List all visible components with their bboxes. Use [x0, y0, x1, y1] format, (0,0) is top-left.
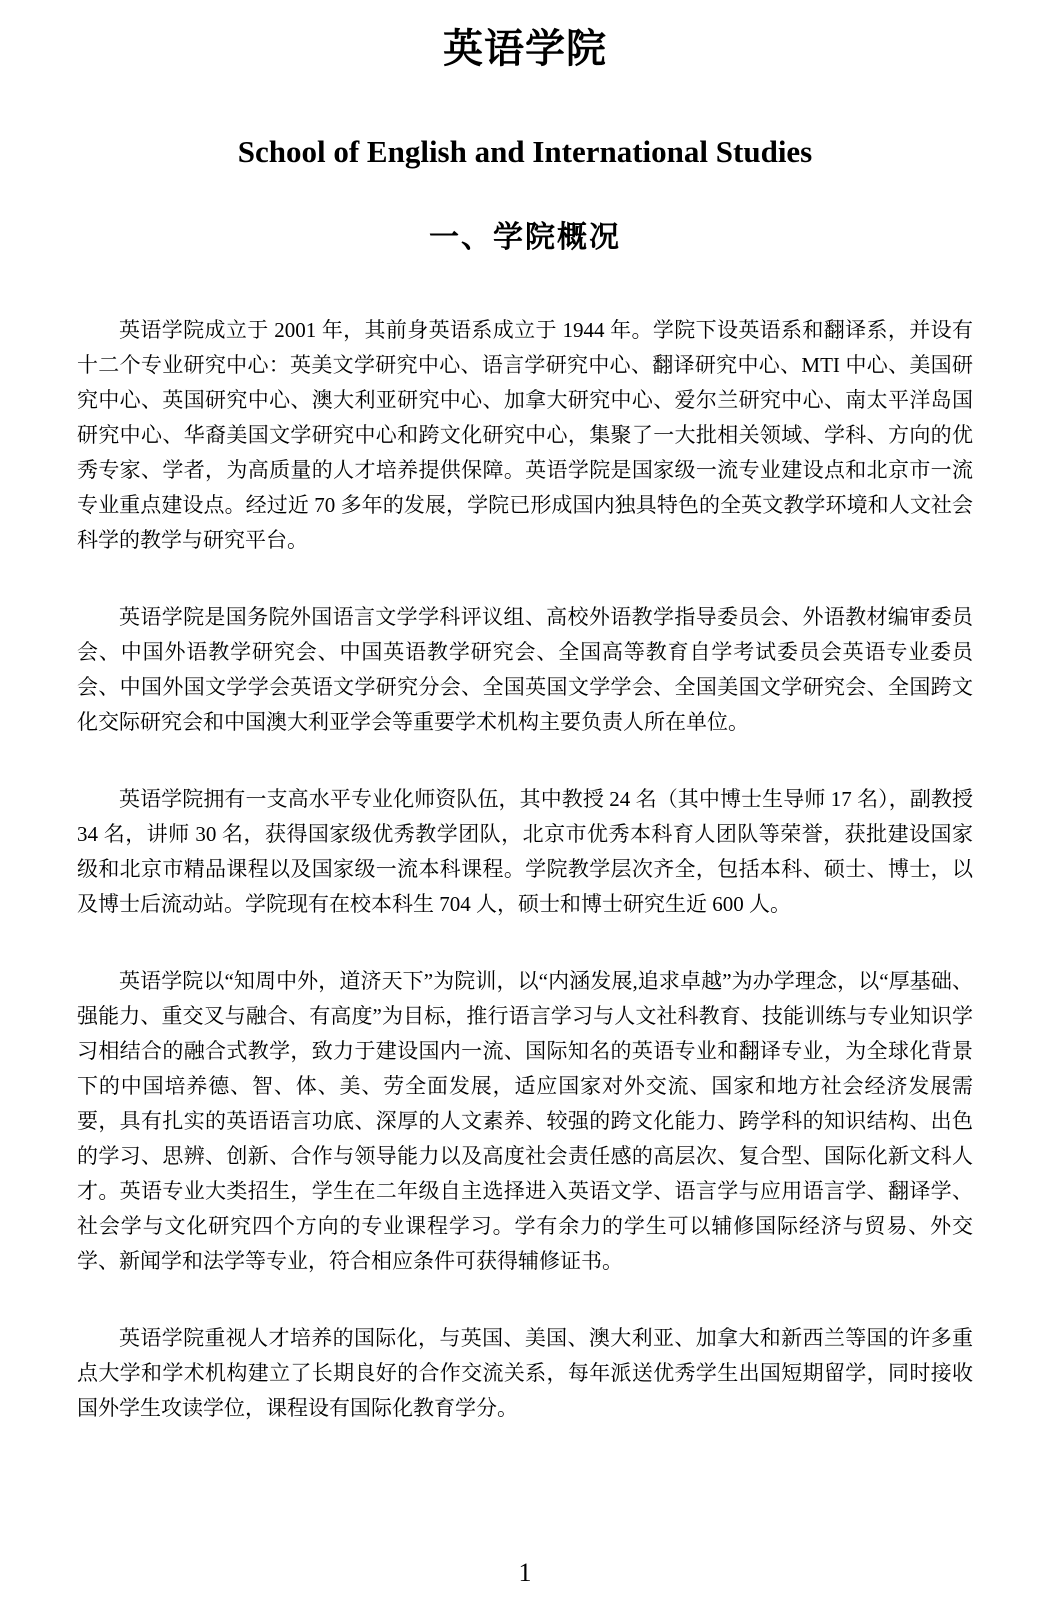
section-heading: 一、学院概况	[429, 221, 621, 254]
paragraph-overview: 英语学院成立于 2001 年，其前身英语系成立于 1944 年。学院下设英语系和翻译系，并设有十二个专业研究中心：英美文学研究中心、语言学研究中心、翻译研究中心、MTI 中心、美国研究中心、英国研究中心、澳大利亚研究中心、加拿大研究中心、爱尔兰研究中心、南太平洋岛国研究中心、华裔美国文学研究中心和跨文化研究中心，集聚了一大批相关领域、学科、方向的优秀专家、学者，为高质量的人才培养提供保障。英语学院是国家级一流专业建设点和北京市一流专业重点建设点。经过近 70 多年的发展，学院已形成国内独具特色的全英文教学环境和人文社会科学的教学与研究平台。	[77, 318, 973, 552]
document-title-english: School of English and International Studies	[237, 134, 813, 169]
document-body	[77, 313, 973, 1426]
paragraph-motto-and-training: 英语学院以“知周中外，道济天下”为院训，以“内涵发展,追求卓越”为办学理念，以“厚基础、强能力、重交叉与融合、有高度”为目标，推行语言学习与人文社科教育、技能训练与专业知识学习相结合的融合式教学，致力于建设国内一流、国际知名的英语专业和翻译专业，为全球化背景下的中国培养德、智、体、美、劳全面发展，适应国家对外交流、国家和地方社会经济发展需要，具有扎实的英语语言功底、深厚的人文素养、较强的跨文化能力、跨学科的知识结构、出色的学习、思辨、创新、合作与领导能力以及高度社会责任感的高层次、复合型、国际化新文科人才。英语专业大类招生，学生在二年级自主选择进入英语文学、语言学与应用语言学、翻译学、社会学与文化研究四个方向的专业课程学习。学有余力的学生可以辅修国际经济与贸易、外交学、新闻学和法学等专业，符合相应条件可获得辅修证书。	[77, 969, 973, 1273]
paragraph-faculty: 英语学院拥有一支高水平专业化师资队伍，其中教授 24 名（其中博士生导师 17 名），副教授 34 名，讲师 30 名，获得国家级优秀教学团队，北京市优秀本科育人团队等荣誉，获批建设国家级和北京市精品课程以及国家级一流本科课程。学院教学层次齐全，包括本科、硕士、博士，以及博士后流动站。学院现有在校本科生 704 人，硕士和博士研究生近 600 人。	[77, 787, 973, 916]
document-title-chinese: 英语学院	[443, 27, 607, 71]
page-number: 1	[518, 1558, 532, 1587]
paragraph-academic-organizations: 英语学院是国务院外国语言文学学科评议组、高校外语教学指导委员会、外语教材编审委员会、中国外语教学研究会、中国英语教学研究会、全国高等教育自学考试委员会英语专业委员会、中国外国文学学会英语文学研究分会、全国英国文学学会、全国美国文学研究会、全国跨文化交际研究会和中国澳大利亚学会等重要学术机构主要负责人所在单位。	[77, 605, 973, 734]
paragraph-internationalization: 英语学院重视人才培养的国际化，与英国、美国、澳大利亚、加拿大和新西兰等国的许多重点大学和学术机构建立了长期良好的合作交流关系，每年派送优秀学生出国短期留学，同时接收国外学生攻读学位，课程设有国际化教育学分。	[77, 1326, 973, 1420]
